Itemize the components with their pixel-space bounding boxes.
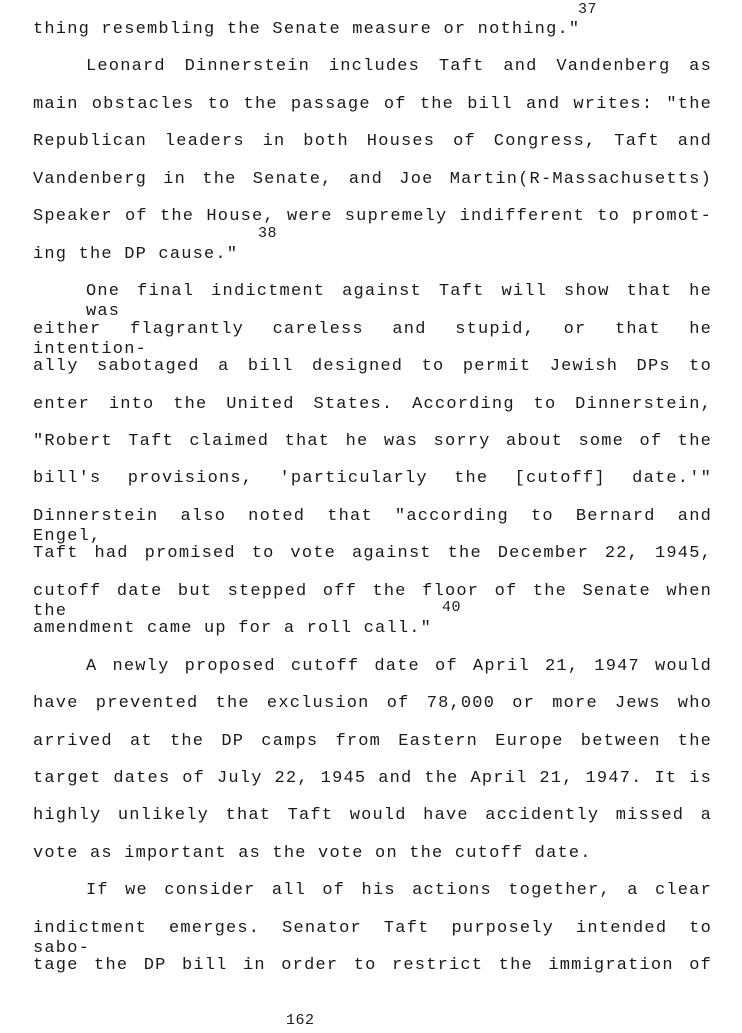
text-line: A newly proposed cutoff date of April 21, 1947 would <box>86 656 712 676</box>
page-number: 162 <box>286 1012 315 1029</box>
text-line: enter into the United States. According to Dinnerstein, <box>33 394 712 414</box>
text-line: One final indictment against Taft will show that he was <box>86 282 712 322</box>
text-line: highly unlikely that Taft would have accidently missed a <box>33 806 712 826</box>
text-line: ing the DP cause." <box>33 244 239 264</box>
text-line: have prevented the exclusion of 78,000 or more Jews who <box>33 694 712 714</box>
text-line: tage the DP bill in order to restrict the immigration of <box>33 956 712 976</box>
text-line: Speaker of the House, were supremely indifferent to promot- <box>33 207 712 227</box>
text-line: If we consider all of his actions together, a clear <box>86 881 712 901</box>
footnote-marker: 38 <box>258 225 278 242</box>
text-line: Dinnerstein also noted that "according to Bernard and Engel, <box>33 506 712 546</box>
text-line: arrived at the DP camps from Eastern Europe between the <box>33 731 712 751</box>
text-line: Republican leaders in both Houses of Congress, Taft and <box>33 132 712 152</box>
footnote-marker: 37 <box>578 1 598 18</box>
text-line: target dates of July 22, 1945 and the April 21, 1947. It is <box>33 769 712 788</box>
text-line: Leonard Dinnerstein includes Taft and Vandenberg as <box>86 57 712 77</box>
text-line: amendment came up for a roll call." <box>33 619 433 639</box>
text-line: main obstacles to the passage of the bill and writes: "the <box>33 94 712 114</box>
text-line: "Robert Taft claimed that he was sorry about some of the <box>33 431 712 451</box>
text-line: bill's provisions, 'particularly the [cutoff] date.'" <box>33 469 712 489</box>
text-line: thing resembling the Senate measure or nothing." <box>33 20 581 39</box>
text-line: indictment emerges. Senator Taft purposely intended to sabo- <box>33 918 712 958</box>
text-line: either flagrantly careless and stupid, or that he intention- <box>33 319 712 359</box>
text-line: cutoff date but stepped off the floor of the Senate when the <box>33 581 712 621</box>
text-line: Taft had promised to vote against the December 22, 1945, <box>33 544 712 564</box>
text-line: ally sabotaged a bill designed to permit Jewish DPs to <box>33 357 712 377</box>
text-line: vote as important as the vote on the cutoff date. <box>33 843 592 863</box>
text-line: Vandenberg in the Senate, and Joe Martin(R-Massachusetts) <box>33 169 712 189</box>
footnote-marker: 40 <box>442 599 462 616</box>
